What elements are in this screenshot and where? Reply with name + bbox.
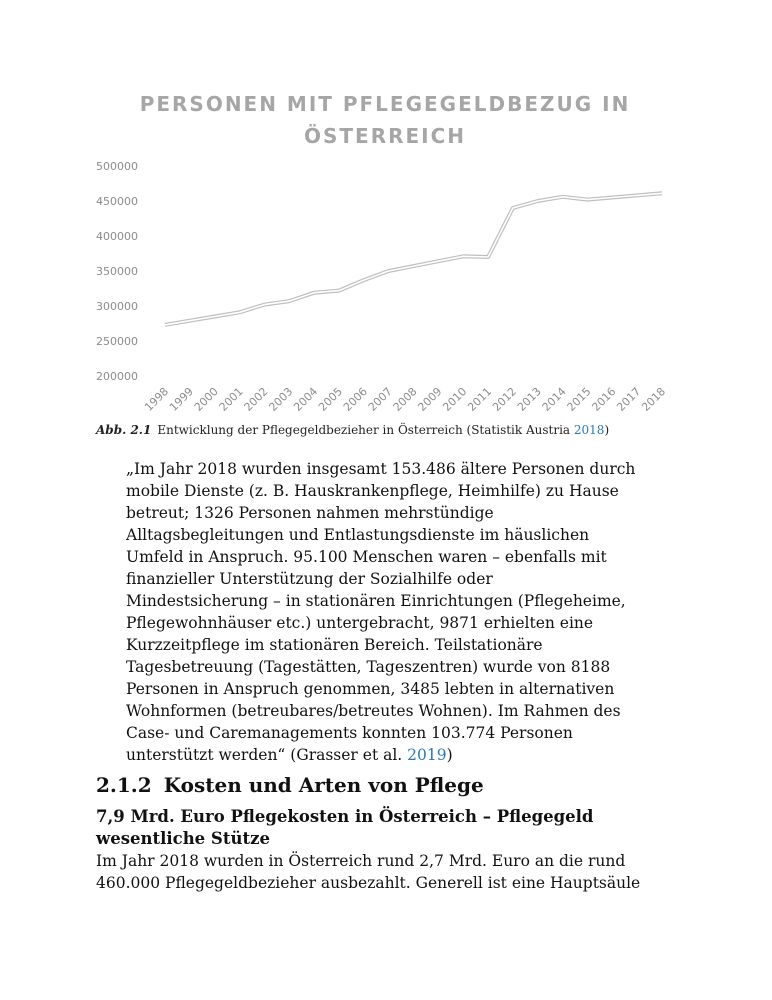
- caption-label: Abb. 2.1: [96, 423, 152, 437]
- chart-title-line-2: ÖSTERREICH: [303, 124, 467, 148]
- quote-citation-link[interactable]: 2019: [407, 746, 447, 764]
- y-tick-label: 250000: [96, 335, 138, 348]
- x-tick-label: 2012: [490, 384, 520, 414]
- x-tick-label: 2018: [639, 384, 669, 414]
- caption-close: ): [604, 423, 610, 437]
- sub-heading: 7,9 Mrd. Euro Pflegekosten in Österreich – Pflegegeld wesentliche Stütze: [96, 807, 594, 848]
- section-number: 2.1.2: [96, 773, 152, 797]
- x-tick-label: 2006: [340, 384, 370, 414]
- x-tick-label: 2014: [539, 384, 569, 414]
- x-tick-label: 2011: [465, 384, 495, 414]
- x-tick-label: 2007: [365, 384, 395, 414]
- chart-title-line-1: PERSONEN MIT PFLEGEGELDBEZUG IN: [139, 92, 631, 116]
- section-title: Kosten und Arten von Pflege: [163, 773, 484, 797]
- series-line-highlight: [165, 193, 662, 325]
- x-tick-label: 2001: [216, 384, 246, 414]
- figure-caption: [96, 423, 609, 437]
- x-tick-label: 2013: [514, 384, 544, 414]
- line-chart: [0, 70, 772, 420]
- x-tick-label: 2003: [266, 384, 296, 414]
- y-tick-label: 400000: [96, 230, 138, 243]
- y-tick-label: 500000: [96, 160, 138, 173]
- body-paragraph: Im Jahr 2018 wurden in Österreich rund 2,7 Mrd. Euro an die rund 460.000 Pflegegeldbezieher ausbezahlt. Generell ist eine Hauptsäule: [96, 852, 641, 892]
- y-tick-label: 350000: [96, 265, 138, 278]
- x-tick-label: 2015: [564, 384, 594, 414]
- caption-text: Entwicklung der Pflegegeldbezieher in Österreich (Statistik Austria: [157, 423, 574, 437]
- x-tick-label: 2017: [614, 384, 644, 414]
- series-line: [165, 193, 662, 325]
- x-tick-label: 1998: [142, 384, 172, 414]
- quote-text: „Im Jahr 2018 wurden insgesamt 153.486 ältere Personen durch mobile Dienste (z. B. Hauskrankenpflege, Heimhilfe) zu Hause betreut; 1326 Personen nahmen mehrstündige Alltagsbegleitungen und Entlastungsdienste im häuslichen Umfeld in Anspruch. 95.100 Menschen waren – ebenfalls mit finanzieller Unterstützung der Sozialhilfe oder Mindestsicherung – in stationären Einrichtungen (Pflegeheime, Pflegewohnhäuser etc.) untergebracht, 9871 erhielten eine Kurzzeitpflege im stationären Bereich. Teilstationäre Tagesbetreuung (Tagestätten, Tageszentren) wurde von 8188 Personen in Anspruch genommen, 3485 lebten in alternativen Wohnformen (betreubares/betreutes Wohnen). Im Rahmen des Case- und Caremanagements konnten 103.774 Personen unterstützt werden“ (Grasser et al.: [126, 460, 636, 764]
- x-tick-label: 2004: [291, 384, 321, 414]
- x-tick-label: 2000: [191, 384, 221, 414]
- x-tick-label: 2010: [440, 384, 470, 414]
- x-tick-label: 2005: [316, 384, 346, 414]
- quote-paragraph: [126, 458, 661, 766]
- x-tick-label: 2008: [390, 384, 420, 414]
- x-tick-label: 2002: [241, 384, 271, 414]
- x-tick-label: 1999: [166, 384, 196, 414]
- section-heading: [96, 773, 484, 797]
- y-tick-label: 450000: [96, 195, 138, 208]
- y-tick-label: 300000: [96, 300, 138, 313]
- x-tick-label: 2016: [589, 384, 619, 414]
- x-tick-label: 2009: [415, 384, 445, 414]
- y-tick-label: 200000: [96, 370, 138, 383]
- caption-citation-link[interactable]: 2018: [573, 423, 605, 437]
- quote-close: ): [446, 746, 453, 764]
